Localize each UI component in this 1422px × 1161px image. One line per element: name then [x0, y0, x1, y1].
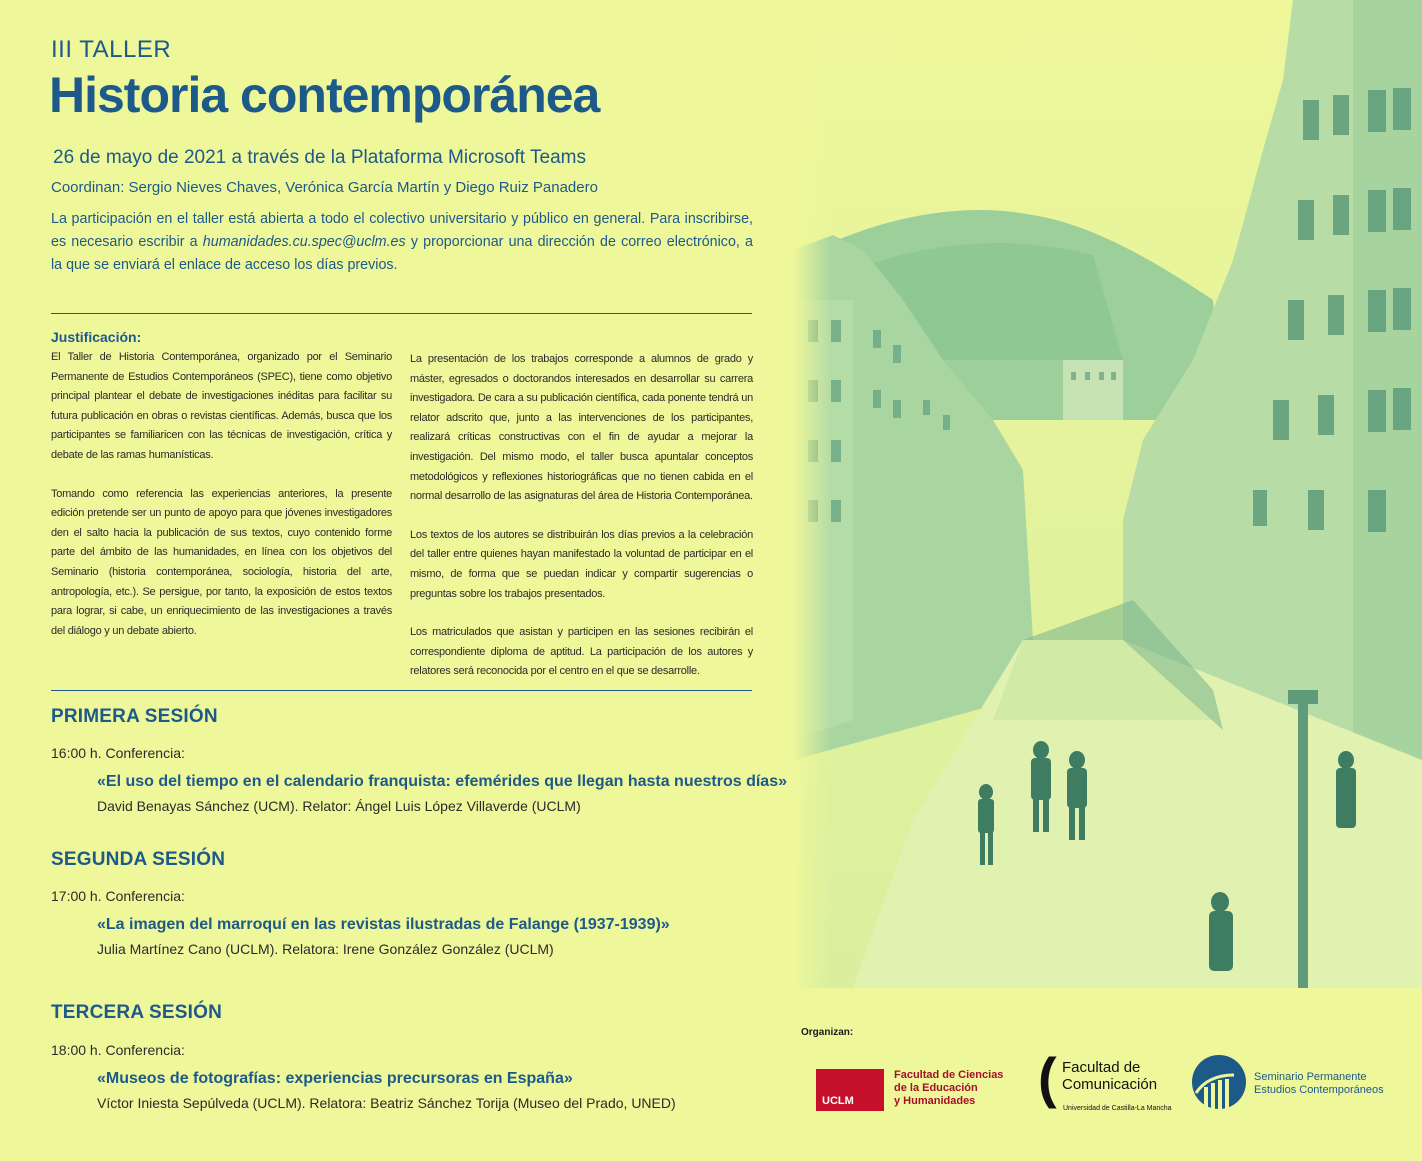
session-1-talk: «El uso del tiempo en el calendario franquista: efemérides que llegan hasta nuestros días»: [97, 773, 787, 790]
session-3-speaker: Víctor Iniesta Sepúlveda (UCLM). Relatora: Beatriz Sánchez Torija (Museo del Prado, UNED): [97, 1095, 676, 1111]
justification-paragraph: Los textos de los autores se distribuirán los días previos a la celebración del taller entre quienes hayan manifestado la voluntad de participar en el mismo, de forma que se puedan indicar y compartir sugerencias o preguntas sobre los trabajos presentados.: [410, 528, 753, 600]
session-2-talk: «La imagen del marroquí en las revistas ilustradas de Falange (1937-1939)»: [97, 916, 670, 933]
justification-heading: Justificación:: [51, 329, 142, 345]
faculty-communication-line: Comunicación: [1062, 1076, 1158, 1093]
faculty-education-line: de la Educación: [894, 1082, 978, 1094]
faculty-communication-line: Facultad de: [1062, 1059, 1141, 1076]
justification-paragraph: Tomando como referencia las experiencias anteriores, la presente edición pretende ser un punto de apoyo para que jóvenes investigadores den el salto hacia la publicación de sus textos, cuyo contenido forme parte del ámbito de las humanidades, en línea con los objetivos del Seminario (historia contemporánea, sociología, historia del arte, antropología, etc.). Se persigue, por tanto, la exposición de estos textos para lograr, si cabe, un enriquecimiento de las investigaciones a través del diálogo y un debate abierto.: [51, 487, 392, 637]
seminar-name-line: Estudios Contemporáneos: [1254, 1084, 1384, 1096]
faculty-education-line: Facultad de Ciencias: [894, 1069, 1004, 1081]
justification-paragraph: Los matriculados que asistan y participen en las sesiones recibirán el correspondiente diploma de aptitud. La participación de los autores y relatores será reconocida por el centro en el que se desarrolle.: [410, 626, 753, 678]
session-2-time: 17:00 h. Conferencia:: [51, 888, 185, 904]
event-coordinators: Coordinan: Sergio Nieves Chaves, Verónica García Martín y Diego Ruiz Panadero: [51, 179, 598, 196]
seminar-logo: [1190, 1053, 1248, 1113]
session-3-title: TERCERA SESIÓN: [51, 1002, 223, 1023]
organizers-label: Organizan:: [801, 1027, 854, 1038]
event-date: 26 de mayo de 2021 a través de la Plataforma Microsoft Teams: [53, 147, 586, 168]
contact-email[interactable]: humanidades.cu.spec@uclm.es: [202, 234, 406, 250]
intro-text-before: La participación en el taller está abierta a todo el colectivo universitario y público en general. Para inscribirse, es necesario escribir a: [51, 211, 753, 250]
faculty-communication-name: [1062, 1059, 1157, 1093]
intro-paragraph: [51, 208, 753, 277]
session-1-speaker: David Benayas Sánchez (UCM). Relator: Ángel Luis López Villaverde (UCLM): [97, 798, 581, 814]
event-title: Historia contemporánea: [49, 67, 600, 123]
faculty-education-name: [894, 1069, 1003, 1108]
divider-bottom: [51, 690, 752, 691]
intro-text-after: y proporcionar una dirección de correo electrónico, a la que se enviará el enlace de acceso los días previos.: [51, 234, 753, 273]
seminar-name: [1254, 1071, 1384, 1097]
session-3-time: 18:00 h. Conferencia:: [51, 1042, 185, 1058]
communication-logo-bracket: (: [1038, 1046, 1057, 1109]
justification-left-column: [51, 348, 392, 660]
uclm-logo-text: UCLM: [822, 1095, 854, 1107]
faculty-education-line: y Humanidades: [894, 1095, 976, 1107]
justification-paragraph: La presentación de los trabajos corresponde a alumnos de grado y máster, egresados o doctorandos interesados en desarrollar su carrera investigadora. De cara a su publicación científica, cada ponente tendrá un relator adscrito que, junto a las intervenciones de los participantes, realizará críticas constructivas con el fin de ayudar a mejorar la investigación. Del mismo modo, el taller busca apuntalar conceptos metodológicos y reflexiones historiográficas que no tienen cabida en el normal desarrollo de las asignaturas del área de Historia Contemporánea.: [410, 353, 753, 503]
event-kicker: III TALLER: [51, 36, 172, 63]
session-3-talk: «Museos de fotografías: experiencias precursoras en España»: [97, 1070, 573, 1087]
faculty-communication-university: Universidad de Castilla-La Mancha: [1063, 1105, 1172, 1112]
justification-right-column: [410, 350, 753, 701]
justification-paragraph: El Taller de Historia Contemporánea, organizado por el Seminario Permanente de Estudios Contemporáneos (SPEC), tiene como objetivo principal plantear el debate de investigaciones inéditas para facilitar su futura publicación en obras o revistas científicas. Además, busca que los participantes se familiaricen con las técnicas de investigación, crítica y debate de las ramas humanísticas.: [51, 351, 392, 461]
divider-top: [51, 313, 752, 314]
seminar-name-line: Seminario Permanente: [1254, 1071, 1367, 1083]
session-2-title: SEGUNDA SESIÓN: [51, 849, 226, 870]
street-photo: [793, 0, 1422, 988]
session-2-speaker: Julia Martínez Cano (UCLM). Relatora: Irene González González (UCLM): [97, 941, 554, 957]
session-1-title: PRIMERA SESIÓN: [51, 706, 218, 727]
session-1-time: 16:00 h. Conferencia:: [51, 745, 185, 761]
